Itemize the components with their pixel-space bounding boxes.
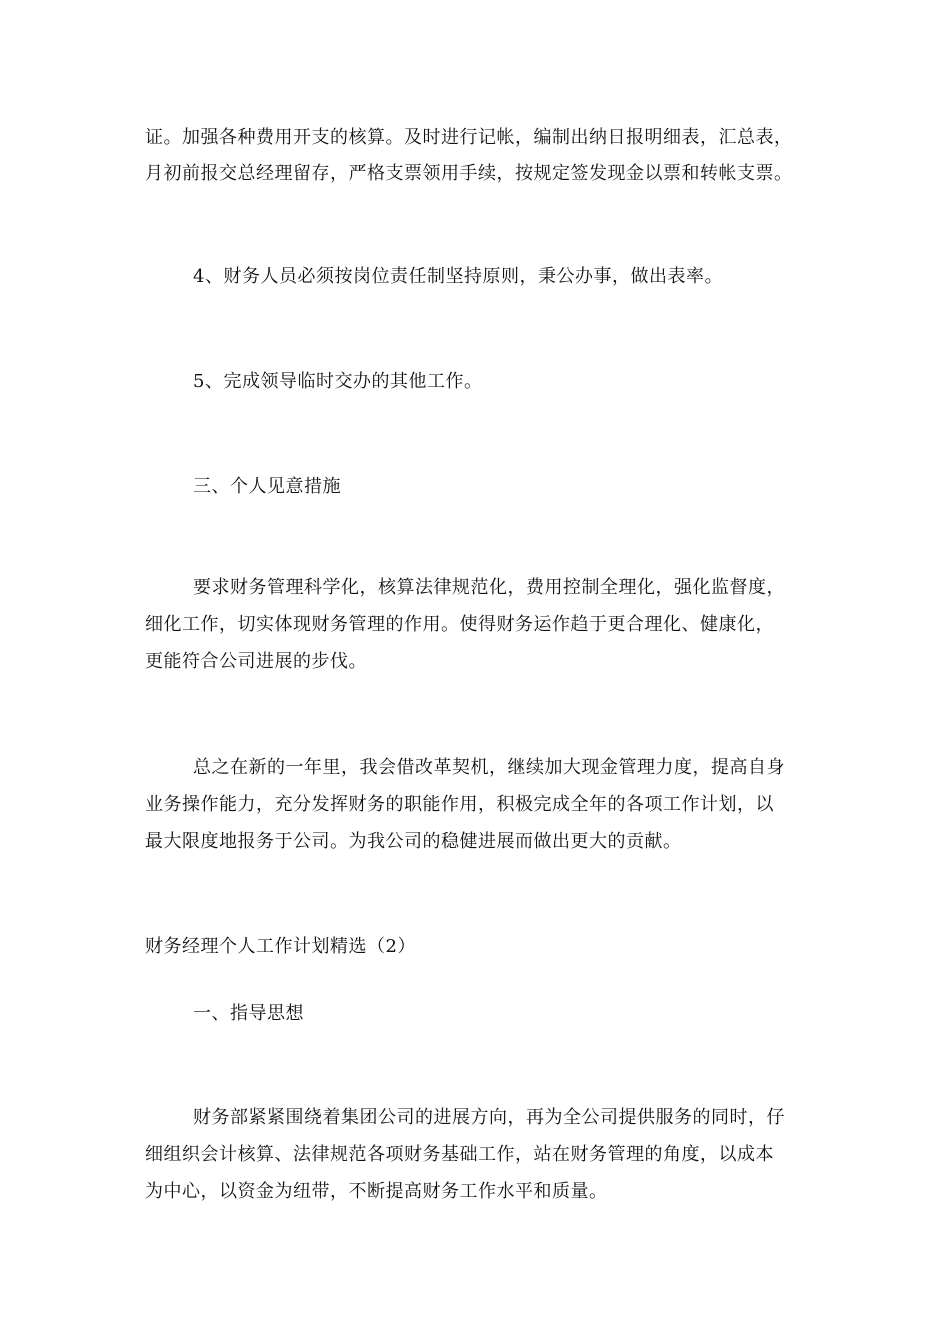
paragraph-line: 最大限度地报务于公司。为我公司的稳健进展而做出更大的贡献。 [145,831,682,852]
section-heading-1: 一、指导思想 [193,1003,304,1024]
paragraph-line: 细化工作，切实体现财务管理的作用。使得财务运作趋于更合理化、健康化， [145,614,774,635]
paragraph-line: 证。加强各种费用开支的核算。及时进行记帐，编制出纳日报明细表，汇总表， [145,127,793,148]
document-title: 财务经理个人工作计划精选（2） [145,936,416,957]
section-heading-3: 三、个人见意措施 [193,476,341,497]
paragraph-line: 为中心，以资金为纽带，不断提高财务工作水平和质量。 [145,1181,608,1202]
paragraph-line: 月初前报交总经理留存，严格支票领用手续，按规定签发现金以票和转帐支票。 [145,163,793,184]
paragraph-line: 业务操作能力，充分发挥财务的职能作用，积极完成全年的各项工作计划，以 [145,794,774,815]
paragraph-line: 总之在新的一年里，我会借改革契机，继续加大现金管理力度，提高自身 [193,757,785,778]
paragraph-line: 细组织会计核算、法律规范各项财务基础工作，站在财务管理的角度，以成本 [145,1144,774,1165]
paragraph-line: 更能符合公司进展的步伐。 [145,651,367,672]
list-item-5: 5、完成领导临时交办的其他工作。 [193,371,483,392]
paragraph-line: 财务部紧紧围绕着集团公司的进展方向，再为全公司提供服务的同时，仔 [193,1107,785,1128]
list-item-4: 4、财务人员必须按岗位责任制坚持原则，秉公办事，做出表率。 [193,266,723,287]
paragraph-line: 要求财务管理科学化，核算法律规范化，费用控制全理化，强化监督度， [193,577,785,598]
